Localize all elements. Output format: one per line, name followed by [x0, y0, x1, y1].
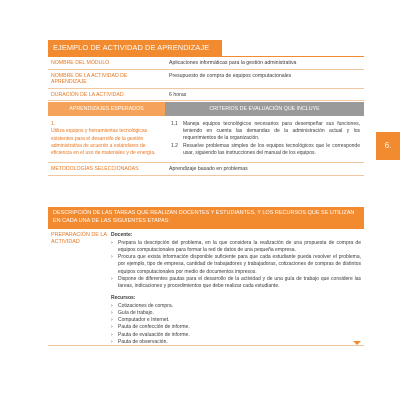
teacher-item-text: Dispone de diferentes pautas para el desarrollo de la actividad y de una guía de trabajo que considere las tareas, indicaciones y procedimientos que debe realizar cada estudiante. [118, 275, 361, 289]
teacher-item [111, 240, 361, 254]
title-underline [48, 56, 364, 57]
methodology-value: Aprendizaje basado en problemas [165, 164, 364, 176]
activity-info-table [48, 58, 364, 176]
teacher-item-text: Procura que exista información disponible suficiente para que cada estudiante pueda resolver el problema, por ejemplo, tipo de empresa, cantidad de trabajadores y trabajadoras, cotizaciones de compras de distintos equipos computacionales por medio de documentos impresos. [118, 254, 361, 275]
section-title: EJEMPLO DE ACTIVIDAD DE APRENDIZAJE [48, 40, 222, 56]
activity-name-value: Presupuesto de compra de equipos computacionales [165, 71, 364, 89]
resource-item [111, 310, 361, 317]
resource-item [111, 332, 361, 339]
module-name-value: Aplicaciones informáticas para la gestión administrativa [165, 58, 364, 70]
resource-item [111, 317, 361, 324]
teacher-title: Docente: [111, 232, 133, 238]
duration-value: 6 horas [165, 90, 364, 102]
learning-number: 1. [51, 121, 56, 128]
arrow-bullet-icon: › [111, 239, 113, 246]
arrow-bullet-icon: › [111, 275, 113, 282]
continue-arrow-icon [353, 341, 361, 345]
resource-item-text: Pauta de evaluación de informe. [118, 331, 190, 338]
chapter-tab: 6. [376, 132, 400, 160]
resources-title: Recursos: [111, 295, 136, 302]
activity-name-label: NOMBRE DE LA ACTIVIDAD DE APRENDIZAJE [48, 71, 165, 89]
teacher-item [111, 254, 361, 276]
resource-item-text: Pauta de observación. [118, 338, 168, 345]
teacher-item [111, 276, 361, 290]
resource-item-text: Guía de trabajo. [118, 310, 154, 317]
module-name-label: NOMBRE DEL MÓDULO [48, 58, 165, 70]
criterion-text: Resuelve problemas simples de los equipos tecnológicos que le corresponde usar, siguiendo las instrucciones del manual de los equipos. [183, 143, 360, 157]
arrow-bullet-icon: › [111, 317, 113, 324]
arrow-bullet-icon: › [111, 338, 113, 345]
resource-item [111, 324, 361, 331]
criterion-item [171, 121, 360, 142]
arrow-bullet-icon: › [111, 324, 113, 331]
resource-item-text: Cotizaciones de compra. [118, 302, 174, 309]
preparation-label: PREPARACIÓN DE LA ACTIVIDAD [51, 232, 107, 246]
preparation-body [111, 232, 361, 346]
methodology-label: METODOLOGÍAS SELECCIONADAS [48, 164, 165, 176]
arrow-bullet-icon: › [111, 254, 113, 261]
learning-cell [48, 117, 165, 163]
arrow-bullet-icon: › [111, 302, 113, 309]
criteria-header: CRITERIOS DE EVALUACIÓN QUE INCLUYE [165, 102, 364, 116]
arrow-bullet-icon: › [111, 310, 113, 317]
arrow-bullet-icon: › [111, 331, 113, 338]
resource-item-text: Computador e Internet. [118, 317, 170, 324]
teacher-item-text: Prepara la descripción del problema, en la que considera la realización de una propuesta de compra de equipos computacionales para formar la red de datos de una pequeña empresa. [118, 239, 361, 253]
description-bar: DESCRIPCIÓN DE LAS TAREAS QUE REALIZAN DOCENTES Y ESTUDIANTES, Y LOS RECURSOS QUE SE UTILIZAN EN CADA UNA DE LAS SIGUIENTES ETAPAS: [48, 207, 364, 229]
criterion-number: 1.2 [171, 143, 178, 150]
table-bottom-border [48, 345, 364, 346]
resource-item [111, 303, 361, 310]
criterion-item [171, 143, 360, 157]
learning-header: APRENDIZAJES ESPERADOS [48, 102, 165, 116]
duration-label: DURACIÓN DE LA ACTIVIDAD [48, 90, 165, 102]
resource-item-text: Pauta de confección de informe. [118, 324, 190, 331]
learning-text: Utiliza equipos y herramientas tecnológicas existentes para el desarrollo de la gestión administrativa de acuerdo a estándares de eficiencia en el uso de materiales y de energía. [51, 128, 156, 156]
criteria-cell [165, 117, 364, 163]
criterion-number: 1.1 [171, 121, 178, 128]
criterion-text: Maneja equipos tecnológicos necesarios para desempeñar sus funciones, teniendo en cuenta las demandas de la administración actual y los requerimientos de la organización. [183, 121, 360, 142]
